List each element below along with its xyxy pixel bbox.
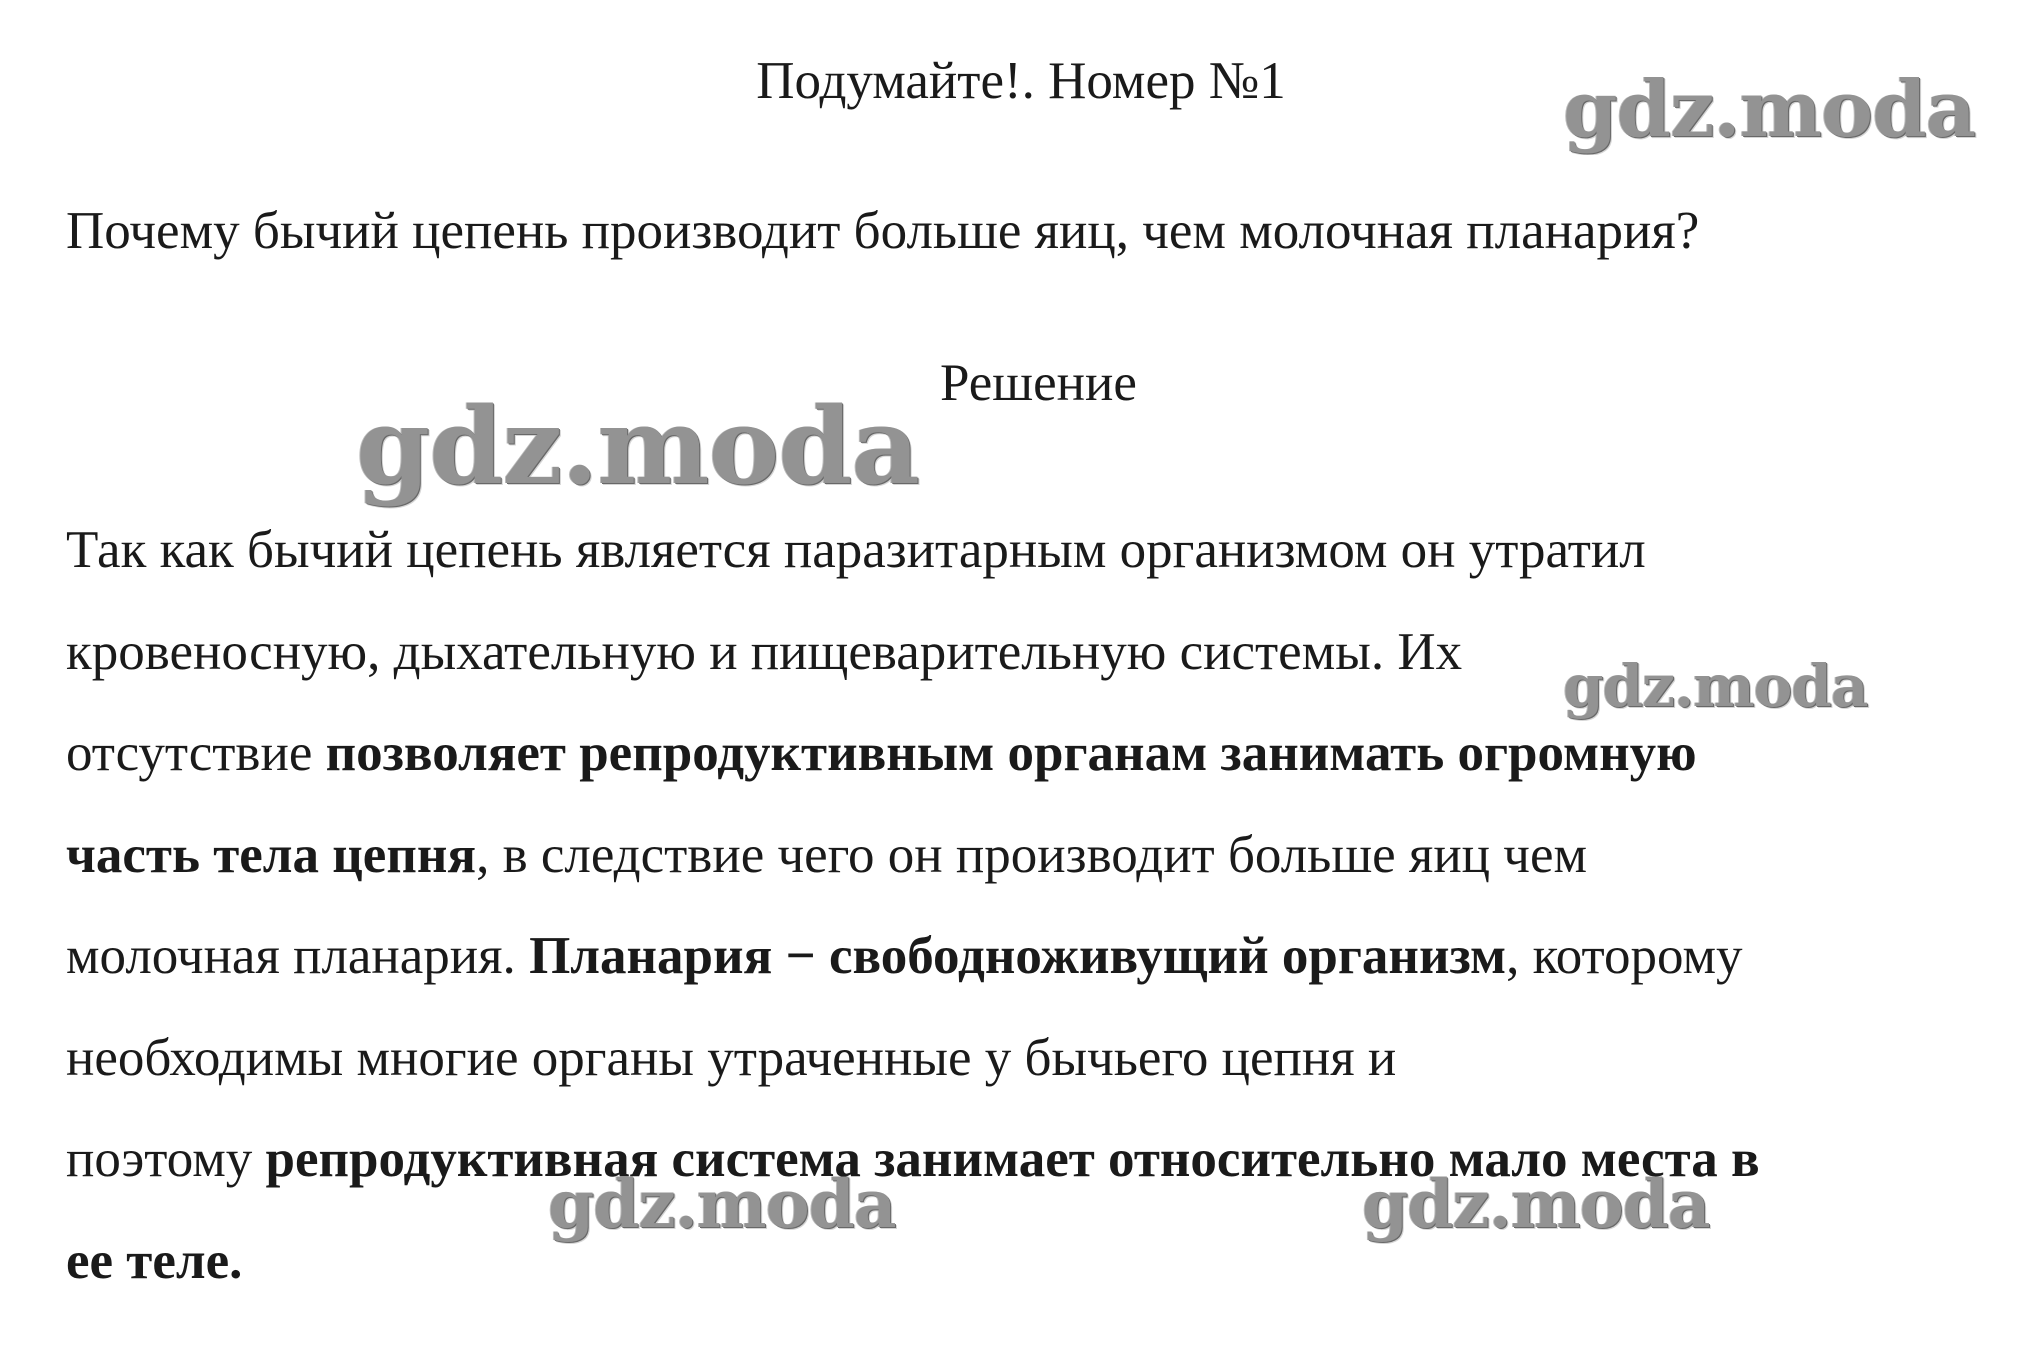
answer-line-1: Так как бычий цепень является паразитарным организмом он утратил (66, 521, 1646, 579)
answer-emphasis: Планария − свободноживущий организм (529, 927, 1507, 985)
answer-line-3: отсутствие позволяет репродуктивным органам занимать огромную (66, 724, 1697, 782)
question-text: Почему бычий цепень производит больше яиц, чем молочная планария? (66, 202, 1700, 260)
watermark-logo: gdz.moda (548, 1165, 896, 1243)
answer-line-2: кровеносную, дыхательную и пищеварительную системы. Их (66, 622, 1463, 681)
answer-emphasis: часть тела цепня (66, 825, 477, 884)
answer-line-4: часть тела цепня, в следствие чего он производит больше яиц чем (66, 825, 1588, 884)
answer-text (66, 500, 2016, 1312)
watermark-logo: gdz.moda (1563, 652, 1868, 720)
page-heading: Подумайте!. Номер №1 (756, 52, 1286, 110)
watermark-logo: gdz.moda (1563, 64, 1976, 155)
solution-label: Решение (940, 354, 1137, 412)
answer-emphasis: позволяет репродуктивным органам занимать огромную (325, 724, 1697, 782)
answer-emphasis: ее теле. (66, 1231, 243, 1290)
answer-emphasis: репродуктивная система занимает относительно мало места в (265, 1130, 1760, 1188)
answer-line-8 (66, 1211, 2016, 1313)
answer-line-5: молочная планария. Планария − свободноживущий организм, которому (66, 927, 1743, 985)
watermark-logo: gdz.moda (1362, 1165, 1710, 1243)
answer-line-6: необходимы многие органы утраченные у бычьего цепня и (66, 1028, 1397, 1087)
watermark-logo: gdz.moda (356, 383, 919, 508)
answer-line-7: поэтому репродуктивная система занимает относительно мало места в (66, 1130, 1760, 1188)
